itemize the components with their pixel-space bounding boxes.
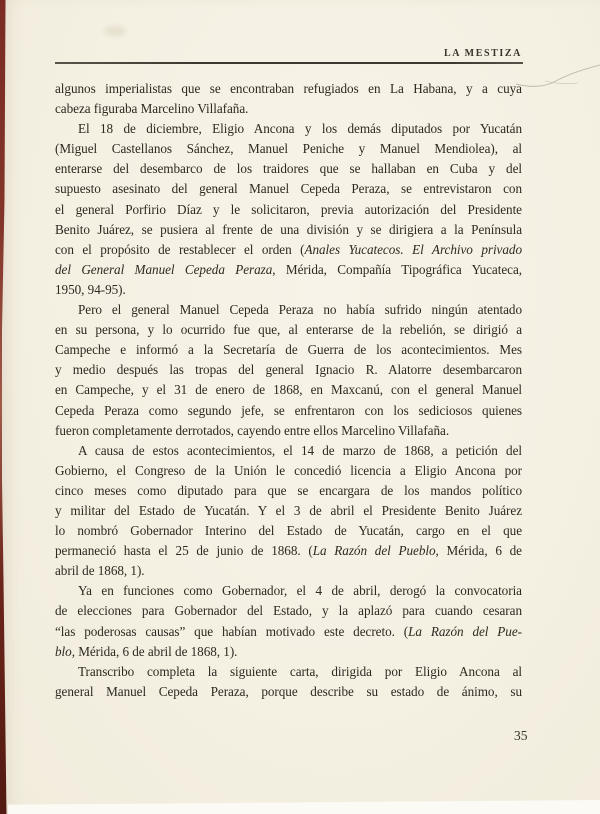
scan-smudge-artifact — [104, 26, 126, 36]
text-line: el general Porfirio Díaz y le solicitaron, previa autorización del Presidente — [55, 201, 522, 217]
text-line: de elecciones para Gobernador del Estado, y la aplazó para cuando cesaran — [55, 603, 522, 619]
running-header: LA MESTIZA — [444, 48, 522, 59]
text-line: fueron completamente derrotados, cayendo entre ellos Marcelino Villafaña. — [55, 422, 450, 438]
text-line: y medio después las tropas del general Ignacio R. Alatorre desembarcaron — [55, 362, 522, 378]
text-line: lo nombró Gobernador Interino del Estado de Yucatán, cargo en el que — [55, 523, 522, 539]
text-line: y militar del Estado de Yucatán. Y el 3 de abril el Presidente Benito Juárez — [55, 502, 522, 518]
text-line: cabeza figuraba Marcelino Villafaña. — [55, 101, 249, 117]
book-cover-edge — [0, 0, 10, 814]
text-line: cinco meses como diputado para que se encargara de los mandos político — [55, 482, 522, 498]
text-line: (Miguel Castellanos Sánchez, Manuel Peniche y Manuel Mendiolea), al — [55, 141, 522, 157]
text-line: “las poderosas causas” que habían motivado este decreto. (La Razón del Pue- — [55, 623, 522, 639]
text-line: supuesto asesinato del general Manuel Cepeda Peraza, se entrevistaron con — [55, 181, 522, 197]
text-line: Cepeda Peraza como segundo jefe, se enfrentaron con los sediciosos quienes — [55, 402, 522, 418]
text-line: enterarse del desembarco de los traidores que se hallaban en Cuba y del — [55, 161, 522, 177]
text-line: con el propósito de restablecer el orden (Anales Yucatecos. El Archivo privado — [55, 241, 522, 257]
text-line: Gobierno, el Congreso de la Unión le concedió licencia a Eligio Ancona por — [55, 462, 522, 478]
text-line: A causa de estos acontecimientos, el 14 de marzo de 1868, a petición del — [78, 442, 522, 458]
text-line: general Manuel Cepeda Peraza, porque describe su estado de ánimo, su — [55, 683, 522, 699]
text-line: abril de 1868, 1). — [55, 563, 145, 579]
text-line: en Campeche, y el 31 de enero de 1868, en Maxcanú, con el general Manuel — [55, 382, 522, 398]
text-line: Ya en funciones como Gobernador, el 4 de abril, derogó la convocatoria — [78, 583, 522, 599]
text-line: algunos imperialistas que se encontraban refugiados en La Habana, y a cuya — [55, 81, 522, 96]
text-line: del General Manuel Cepeda Peraza, Mérida, Compañía Tipográfica Yucateca, — [55, 261, 523, 277]
text-line: Transcribo completa la siguiente carta, dirigida por Eligio Ancona al — [78, 663, 522, 679]
text-line: 1950, 94-95). — [55, 281, 126, 297]
page-number: 35 — [514, 728, 528, 743]
header-rule — [55, 62, 523, 64]
page-body — [55, 79, 522, 702]
text-line: en su persona, y lo ocurrido fue que, al enterarse de la rebelión, se dirigió a — [55, 322, 522, 338]
text-line: blo, Mérida, 6 de abril de 1868, 1). — [55, 643, 238, 659]
text-line: Campeche e informó a la Secretaría de Guerra de los acontecimientos. Mes — [55, 342, 522, 358]
text-line: El 18 de diciembre, Eligio Ancona y los demás diputados por Yucatán — [78, 121, 522, 137]
scan-bottom-band — [8, 800, 600, 814]
text-line: Pero el general Manuel Cepeda Peraza no había sufrido ningún atentado — [78, 302, 522, 318]
text-line: Benito Juárez, se pusiera al frente de una división y se dirigiera a la Península — [55, 221, 522, 237]
text-line: permaneció hasta el 25 de junio de 1868. (La Razón del Pueblo, Mérida, 6 de — [55, 543, 522, 559]
